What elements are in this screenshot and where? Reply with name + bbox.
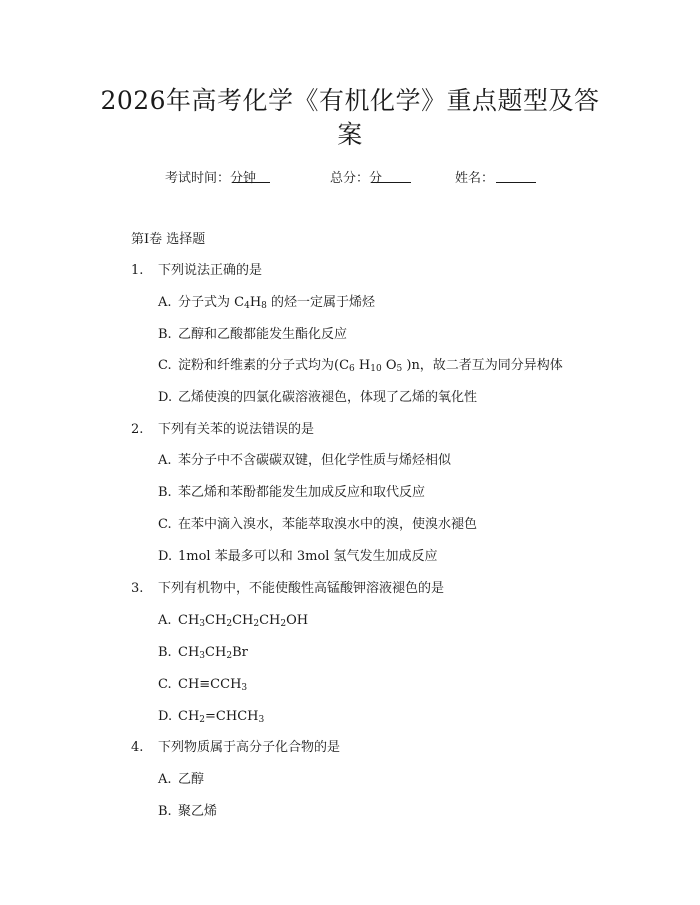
name-blank[interactable] [496, 170, 536, 183]
question-text: 下列物质属于高分子化合物的是 [158, 740, 341, 755]
option-1b[interactable] [158, 326, 347, 344]
subscript: 4 [244, 301, 250, 311]
option-2b[interactable] [158, 484, 425, 502]
option-letter: B. [158, 804, 172, 819]
option-4a[interactable] [158, 771, 204, 789]
option-text: 乙醇和乙酸都能发生酯化反应 [178, 327, 348, 342]
option-letter: B. [158, 327, 172, 342]
option-letter: A. [158, 295, 172, 310]
option-3c[interactable] [158, 676, 247, 694]
question-number: 3. [131, 581, 144, 596]
option-2c[interactable] [158, 516, 477, 534]
time-unit: 分钟 [230, 171, 257, 186]
subscript: 8 [261, 301, 267, 311]
option-1a[interactable] [158, 294, 375, 312]
option-text: 苯分子中不含碳碳双键，但化学性质与烯烃相似 [178, 453, 452, 468]
subscript: 6 [349, 364, 355, 374]
option-letter: A. [158, 453, 172, 468]
option-letter: B. [158, 485, 172, 500]
option-text: O [381, 358, 397, 373]
option-3b[interactable] [158, 644, 248, 662]
score-unit: 分 [369, 171, 383, 186]
option-letter: D. [158, 549, 173, 564]
option-1d[interactable] [158, 389, 477, 407]
option-text: 1mol 苯最多可以和 3mol 氢气发生加成反应 [178, 549, 438, 564]
question-text: 下列有机物中，不能使酸性高锰酸钾溶液褪色的是 [158, 581, 445, 596]
chemical-formula: $CH_3CH_2CH_2CH_2OH$ [178, 613, 309, 629]
section-heading: 第Ⅰ卷 选择题 [131, 232, 206, 247]
option-letter: B. [158, 645, 172, 660]
option-text: 苯乙烯和苯酚都能发生加成反应和取代反应 [178, 485, 426, 500]
question-text: 下列有关苯的说法错误的是 [158, 422, 315, 437]
subscript: 5 [396, 364, 403, 374]
option-text: 在苯中滴入溴水，苯能萃取溴水中的溴，使溴水褪色 [178, 517, 478, 532]
name-field [455, 170, 494, 188]
option-2a[interactable] [158, 452, 451, 470]
chemical-formula: $CH\equiv CCH_3$ [178, 677, 248, 693]
option-text: H [354, 358, 371, 373]
option-letter: C. [158, 517, 172, 532]
option-2d[interactable] [158, 548, 438, 566]
option-text: 乙烯使溴的四氯化碳溶液褪色，体现了乙烯的氧化性 [178, 390, 478, 405]
question-number: 1. [131, 263, 144, 278]
document-title [70, 84, 630, 152]
option-1c[interactable] [158, 357, 563, 375]
option-text: H [249, 295, 262, 310]
option-text: 聚乙烯 [178, 804, 218, 819]
chemical-formula: $CH_2=CHCH_3$ [178, 709, 265, 725]
option-letter: C. [158, 677, 172, 692]
option-letter: A. [158, 772, 172, 787]
option-3a[interactable] [158, 612, 308, 630]
chemical-formula: $CH_3CH_2Br$ [178, 645, 248, 661]
time-field [165, 170, 256, 188]
option-text: 乙醇 [178, 772, 205, 787]
question-number: 2. [131, 422, 144, 437]
question-text: 下列说法正确的是 [158, 263, 263, 278]
title-line-2: 案 [337, 120, 363, 149]
question-number: 4. [131, 740, 144, 755]
option-text: 淀粉和纤维素的分子式均为(C [178, 358, 350, 373]
score-blank[interactable] [371, 170, 411, 183]
time-label: 考试时间： [165, 171, 231, 186]
option-letter: C. [158, 358, 172, 373]
option-letter: A. [158, 613, 172, 628]
option-text: 的烃一定属于烯烃 [266, 295, 376, 310]
option-text: )n，故二者互为同分异构体 [402, 358, 563, 373]
name-label: 姓名： [455, 171, 495, 186]
option-4b[interactable] [158, 803, 217, 821]
subscript: 10 [370, 364, 382, 374]
score-label: 总分： [330, 171, 370, 186]
option-letter: D. [158, 390, 173, 405]
option-3d[interactable] [158, 708, 264, 726]
option-letter: D. [158, 709, 173, 724]
option-text: 分子式为 C [178, 295, 245, 310]
time-blank[interactable] [232, 170, 270, 183]
title-line-1: 2026年高考化学《有机化学》重点题型及答 [100, 86, 600, 115]
score-field [330, 170, 382, 188]
